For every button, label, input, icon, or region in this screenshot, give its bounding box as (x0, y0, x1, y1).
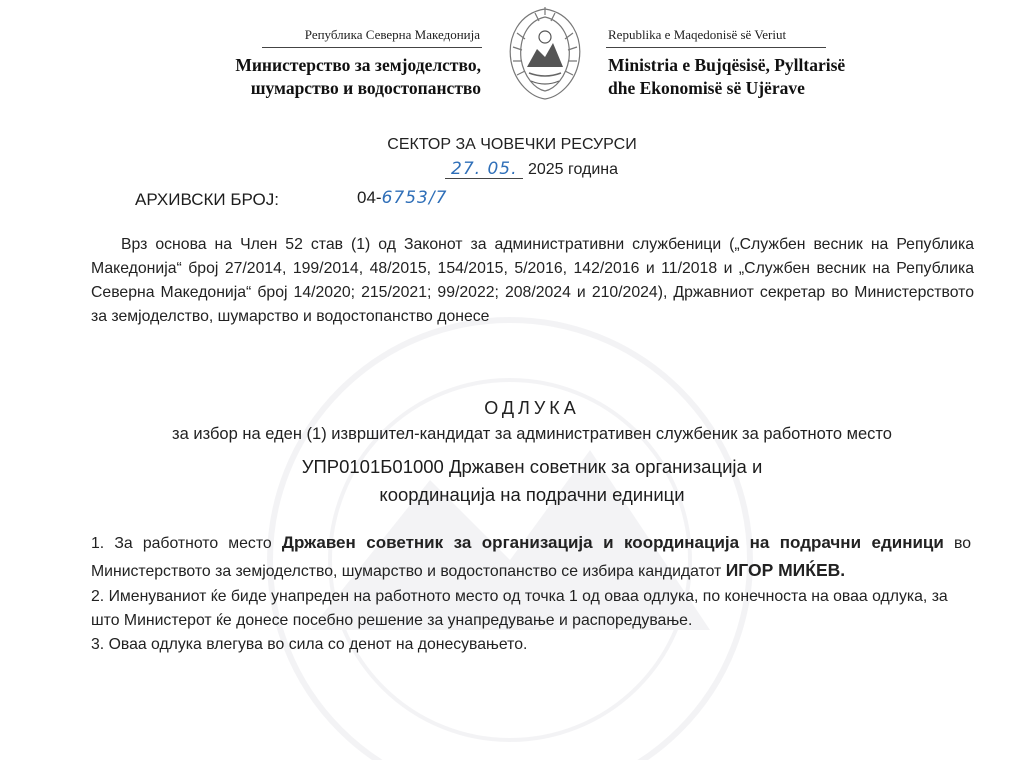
header-ministry-mk (180, 54, 481, 100)
header-republic-al: Republika e Maqedonisë së Veriut (608, 27, 787, 42)
point-2: 2. Именуваниот ќе биде унапреден на работното место од точка 1 од оваа одлука, по конечноста на оваа одлука, за што Министерот ќе донесе посебно решение за унапредување и распоредување. (91, 588, 948, 629)
decision-title: ОДЛУКА (484, 398, 580, 418)
header-ministry-al-line1: Ministria e Bujqësisë, Pylltarisë (608, 55, 846, 75)
date-line (445, 160, 618, 179)
point-1-position: Државен советник за организација и координација на подрачни единици (281, 533, 944, 552)
printed-year: 2025 година (527, 161, 619, 178)
header-ministry-al-line2: dhe Ekonomisë së Ujërave (608, 78, 805, 98)
point-3: 3. Оваа одлука влегува во сила со денот на донесувањето. (91, 636, 528, 653)
handwritten-date: 27. 05. (445, 160, 523, 179)
position-title: УПР0101Б01000 Државен советник за организација и координација на подрачни единици (301, 456, 763, 505)
candidate-name: ИГОР МИЌЕВ. (725, 560, 846, 580)
handwritten-archive-number: 6753/7 (381, 188, 448, 208)
archive-label: АРХИВСКИ БРОЈ: (135, 190, 279, 209)
preamble-paragraph: Врз основа на Член 52 став (1) од Законот за административни службеници („Службен весник на Република Македонија“ број 27/2014, 199/2014, 48/2015, 154/2015, 5/2016, 142/2016 и 11/2018 и „Службен весник на Република Северна Македонија“ број 14/2020; 215/2021; 99/2022; 208/2024 и 210/2024), Државниот секретар во Министерството за земјоделство, шумарство и водостопанство донесе (91, 236, 974, 325)
archive-number (357, 188, 447, 208)
coat-of-arms-emblem (497, 3, 593, 103)
header-left-divider (262, 47, 482, 48)
header-ministry-mk-line1: Министерство за земјоделство, (235, 55, 481, 75)
sector-name: СЕКТОР ЗА ЧОВЕЧКИ РЕСУРСИ (387, 136, 637, 153)
decision-subtitle: за избор на еден (1) извршител-кандидат за административен службеник за работното место (172, 425, 892, 443)
archive-prefix: 04- (357, 188, 382, 207)
point-1 (91, 530, 971, 585)
header-ministry-al (608, 54, 928, 100)
header-ministry-mk-line2: шумарство и водостопанство (250, 78, 481, 98)
point-1-middle: во Министерството за земјоделство, шумарство и водостопанство се избира кандидатот (91, 535, 971, 580)
header-republic-mk: Република Северна Македонија (304, 27, 480, 42)
header-right-divider (606, 47, 826, 48)
decision-points (91, 530, 971, 657)
point-1-prefix: 1. За работното место (91, 535, 282, 552)
